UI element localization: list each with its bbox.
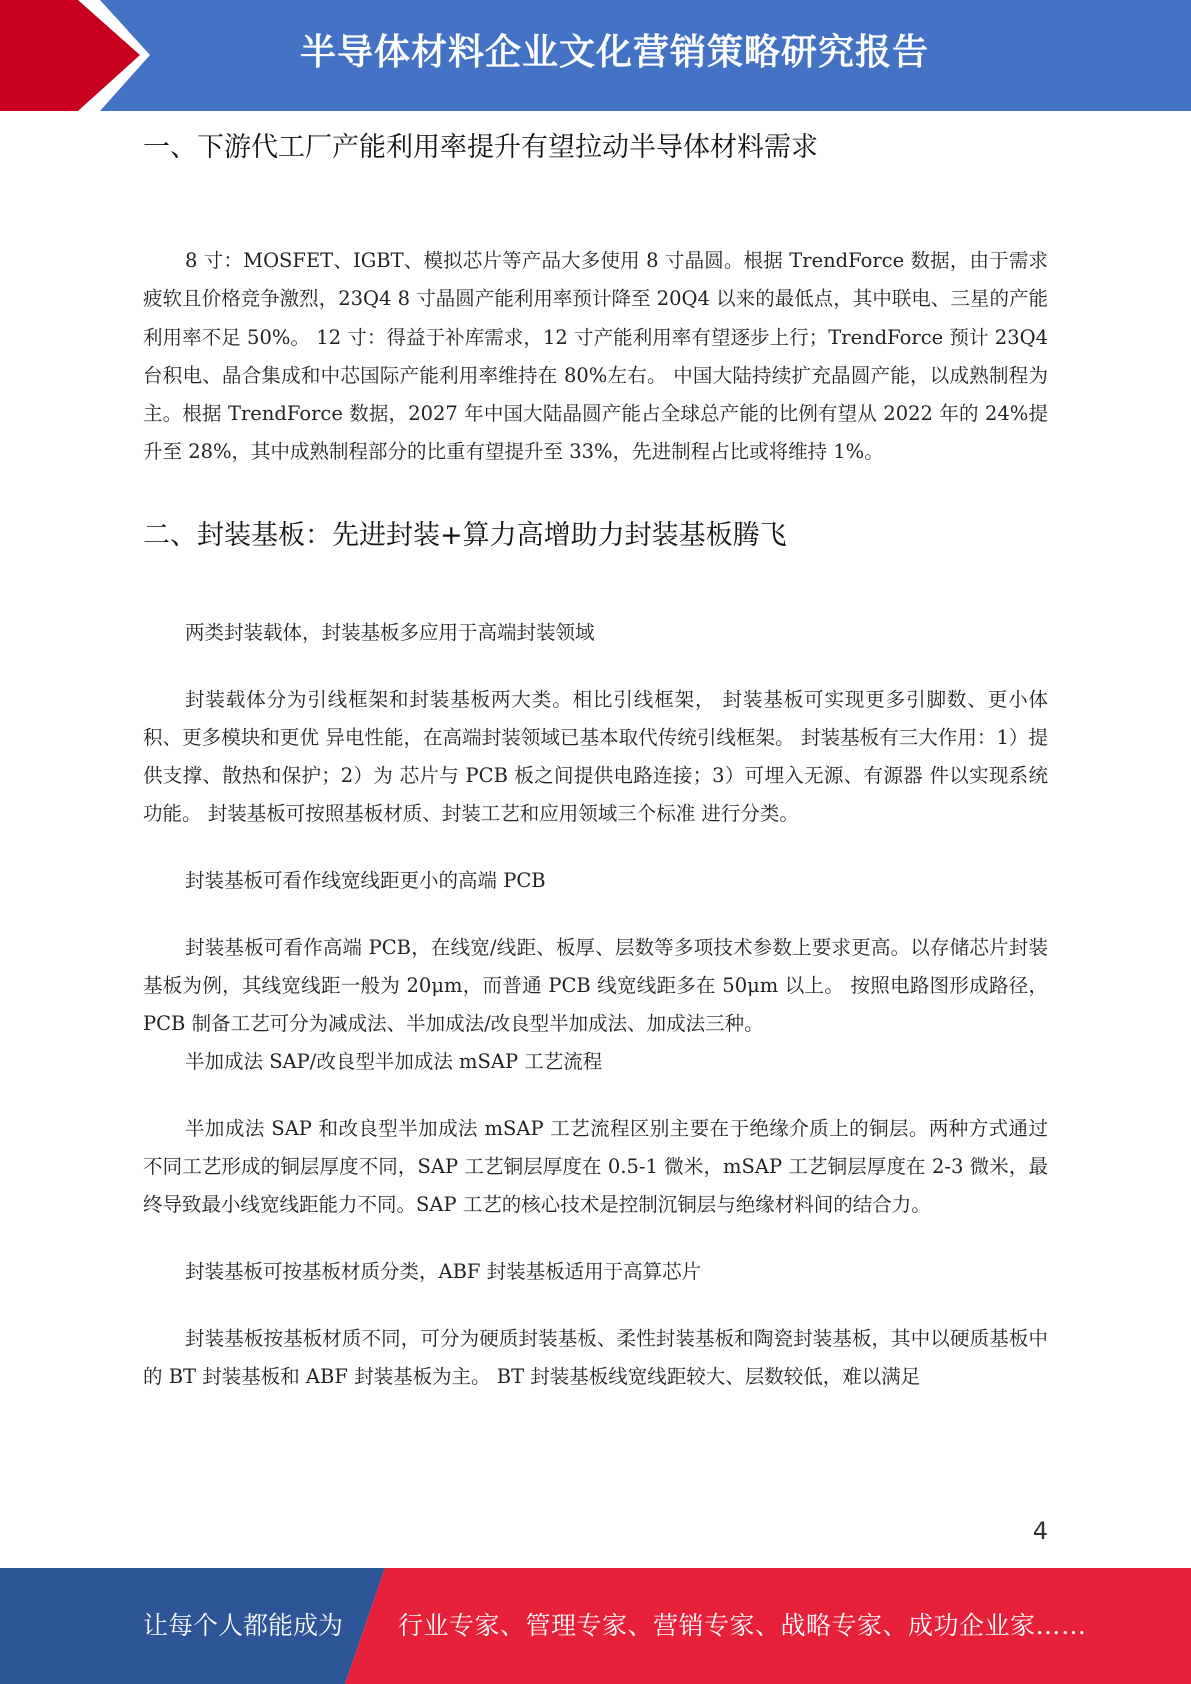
paragraph-high-end-pcb: 封装基板可看作高端 PCB，在线宽/线距、板厚、层数等多项技术参数上要求更高。以存储芯片封装基板为例，其线宽线距一般为 20μm，而普通 PCB 线宽线距多在 50μm 以上。 按照电路图形成路径，PCB 制备工艺可分为减成法、半加成法/改良型半加成法、加成法三种。	[143, 935, 1048, 1035]
subheading-high-end-pcb: 封装基板可看作线宽线距更小的高端 PCB	[185, 868, 546, 892]
report-content	[143, 126, 1048, 1396]
subheading-abf-substrate: 封装基板可按基板材质分类，ABF 封装基板适用于高算芯片	[185, 1259, 702, 1283]
section-1-paragraph: 8 寸：MOSFET、IGBT、模拟芯片等产品大多使用 8 寸晶圆。根据 TrendForce 数据，由于需求疲软且价格竞争激烈，23Q4 8 寸晶圆产能利用率预计降至 20Q4 以来的最低点，其中联电、三星的产能利用率不足 50%。 12 寸：得益于补库需求，12 寸产能利用率有望逐步上行；TrendForce 预计 23Q4 台积电、晶合集成和中芯国际产能利用率维持在 80%左右。 中国大陆持续扩充晶圆产能，以成熟制程为主。根据 TrendForce 数据，2027 年中国大陆晶圆产能占全球总产能的比例有望从 2022 年的 24%提升至 28%，其中成熟制程部分的比重有望提升至 33%，先进制程占比或将维持 1%。	[143, 249, 1048, 464]
subheading-carrier-types: 两类封装载体，封装基板多应用于高端封装领域	[185, 620, 595, 644]
footer-slogan-left: 让每个人都能成为	[143, 1611, 344, 1640]
page-number: 4	[1032, 1517, 1048, 1545]
paragraph-abf-substrate: 封装基板按基板材质不同，可分为硬质封装基板、柔性封装基板和陶瓷封装基板，其中以硬质基板中的 BT 封装基板和 ABF 封装基板为主。 BT 封装基板线宽线距较大、层数较低，难以满足	[143, 1326, 1048, 1388]
header-banner	[0, 0, 1191, 111]
paragraph-carrier-types: 封装载体分为引线框架和封装基板两大类。相比引线框架， 封装基板可实现更多引脚数、更小体积、更多模块和更优 异电性能，在高端封装领域已基本取代传统引线框架。 封装基板有三大作用：1）提供支撑、散热和保护；2）为 芯片与 PCB 板之间提供电路连接；3）可埋入无源、有源器 件以实现系统功能。 封装基板可按照基板材质、封装工艺和应用领域三个标准 进行分类。	[143, 687, 1048, 825]
header-red-arrow	[0, 0, 140, 111]
section-heading-1: 一、下游代工厂产能利用率提升有望拉动半导体材料需求	[143, 132, 818, 163]
section-heading-2: 二、封装基板：先进封装+算力高增助力封装基板腾飞	[143, 519, 787, 551]
report-title: 半导体材料企业文化营销策略研究报告	[300, 32, 930, 73]
footer-banner	[0, 1568, 1191, 1684]
paragraph-sap-msap: 半加成法 SAP 和改良型半加成法 mSAP 工艺流程区别主要在于绝缘介质上的铜层。两种方式通过不同工艺形成的铜层厚度不同，SAP 工艺铜层厚度在 0.5-1 微米，mSAP 工艺铜层厚度在 2-3 微米，最终导致最小线宽线距能力不同。SAP 工艺的核心技术是控制沉铜层与绝缘材料间的结合力。	[143, 1116, 1048, 1216]
footer-slogan-right: 行业专家、管理专家、营销专家、战略专家、成功企业家……	[398, 1611, 1087, 1640]
subheading-sap-msap: 半加成法 SAP/改良型半加成法 mSAP 工艺流程	[185, 1049, 603, 1073]
